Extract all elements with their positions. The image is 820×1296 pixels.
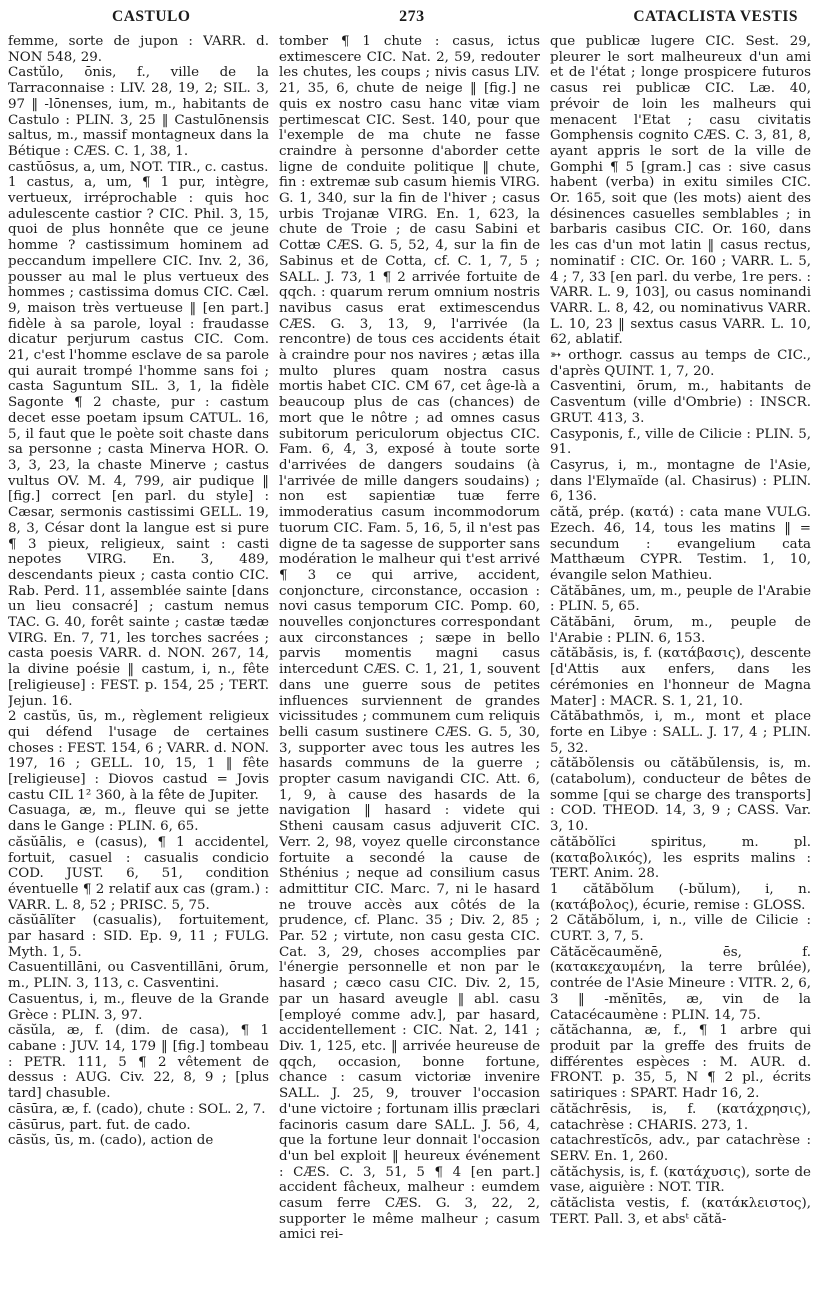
dictionary-entry: căsŭla, æ, f. (dim. de casa), ¶ 1 cabane : JUV. 14, 179 ‖ [fig.] tombeau : PETR. 111, 5 ¶ 2 vêtement de dessus : AUG. Civ. 22, 8, 9 ; [plus tard] chasuble. [8,1023,269,1102]
dictionary-entry: Casyponis, f., ville de Cilicie : PLIN. 5, 91. [550,426,811,458]
dictionary-entry: cătăchanna, æ, f., ¶ 1 arbre qui produit par la greffe des fruits de différentes espèces : M. AUR. d. FRONT. p. 35, 5, N ¶ 2 pl., écrits satiriques : SPART. Hadr 16, 2. [550,1023,811,1102]
dictionary-entry: cāsūrus, part. fut. de cado. [8,1117,191,1133]
dictionary-entry: căsŭālis, e (casus), ¶ 1 accidentel, fortuit, casuel : casualis condicio COD. JUST. 6, 51, condition éventuelle ¶ 2 relatif aux cas (gram.) : VARR. L. 8, 52 ; PRISC. 5, 75. [8,834,269,913]
dictionary-entry: castŭōsus, a, um, NOT. TIR., c. castus. [8,159,269,175]
dictionary-entry: Cătăbānes, um, m., peuple de l'Arabie : PLIN. 5, 65. [550,583,811,615]
dictionary-entry: căsŭālĭter (casualis), fortuitement, par hasard : SID. Ep. 9, 11 ; FULG. Myth. 1, 5. [8,913,269,960]
dictionary-entry: 1 castus, a, um, ¶ 1 pur, intègre, vertueux, irréprochable : quis hoc adulescente castior ? CIC. Phil. 3, 15, quoi de plus honnête que ce jeune homme ? castissimum hominem ad peccandum impellere CIC. Inv. 2, 36, pousser au mal le plus vertueux des hommes ; castissima domus CIC. Cæl. 9, maison très vertueuse ‖ [en part.] fidèle à sa parole, loyal : fraudasse dicatur perjurum castus CIC. Com. 21, c'est l'homme esclave de sa parole qui aurait trompé l'homme sans foi ; casta Saguntum SIL. 3, 1, la fidèle Sagonte ¶ 2 chaste, pur : castum decet esse poetam ipsum CATUL. 16, 5, il faut que le poète soit chaste dans sa personne ; casta Minerva HOR. O. 3, 3, 23, la chaste Minerve ; castus vultus OV. M. 4, 799, air pudique ‖ [fig.] correct [en parl. du style] : Cæsar, sermonis castissimi GELL. 19, 8, 3, César dont la langue est si pure ¶ 3 pieux, religieux, saint : casti nepotes VIRG. En. 3, 489, descendants pieux ; casta contio CIC. Rab. Perd. 11, assemblée sainte [dans un lieu consacré] ; castum nemus TAC. G. 40, forêt sainte ; castæ tædæ VIRG. En. 7, 71, les torches sacrées ; casta poesis VARR. d. NON. 267, 14, la divine poésie ‖ castum, i, n., fête [religieuse] : FEST. p. 154, 25 ; TERT. Jejun. 16. [8,175,269,709]
dictionary-entry: cătăclista vestis, f. (κατάκλειστος), TERT. Pall. 3, et absᵗ cătă- [550,1196,811,1227]
dictionary-entry: Cătăcĕcaumĕnē, ēs, f. (κατακεχαυμένη, la terre brûlée), contrée de l'Asie Mineure : VITR. 2, 6, 3 ‖ -mĕnītēs, æ, vin de la Catacécaumène : PLIN. 14, 75. [550,944,811,1023]
dictionary-entry: Casventini, ōrum, m., habitants de Casventum (ville d'Ombrie) : INSCR. GRUT. 413, 3. [550,379,811,426]
dictionary-entry: Castŭlo, ōnis, f., ville de la Tarraconnaise : LIV. 28, 19, 2; SIL. 3, 97 ‖ -lōnenses, ium, m., habitants de Castulo : PLIN. 3, 25 ‖ Castulōnensis saltus, m., massif montagneux dans la Bétique : CÆS. C. 1, 38, 1. [8,65,269,159]
header-right-guideword: CATACLISTA VESTIS [633,8,798,25]
dictionary-entry: cătăbŏlĭci spiritus, m. pl. (καταβολικός), les esprits malins : TERT. Anim. 28. [550,834,811,882]
dictionary-entry: 1 cătăbŏlum (-bŭlum), i, n. (κατάβολος), écurie, remise : GLOSS. [550,881,811,913]
dictionary-entry: Cătăbāni, ōrum, m., peuple de l'Arabie : PLIN. 6, 153. [550,615,811,646]
dictionary-entry: cătăchysis, is, f. (κατάχυσις), sorte de vase, aiguière : NOT. TIR. [550,1164,811,1196]
column-3 [550,34,811,1296]
dictionary-entry: cāsŭs, ūs, m. (cado), action de [8,1133,214,1149]
dictionary-entry: Casuaga, æ, m., fleuve qui se jette dans le Gange : PLIN. 6, 65. [8,803,269,835]
dictionary-entry: Casyrus, i, m., montagne de l'Asie, dans l'Elymaïde (al. Chasirus) : PLIN. 6, 136. [550,457,811,505]
page-number: 273 [399,8,425,25]
dictionary-entry: 2 Cătăbŏlum, i, n., ville de Cilicie : CURT. 3, 7, 5. [550,913,811,945]
column-2 [279,34,540,1296]
dictionary-entry: Casuentillāni, ou Casventillāni, ōrum, m., PLIN. 3, 113, c. Casventini. [8,960,269,992]
dictionary-entry: femme, sorte de jupon : VARR. d. NON 548, 29. [8,34,269,65]
columns [8,34,812,1296]
dictionary-entry: ➳ orthogr. cassus au temps de CIC., d'après QUINT. 1, 7, 20. [550,348,811,379]
dictionary-entry: Cătăbathmŏs, i, m., mont et place forte en Libye : SALL. J. 17, 4 ; PLIN. 5, 32. [550,709,811,756]
dictionary-entry: cătă, prép. (κατά) : cata mane VULG. Ezech. 46, 14, tous les matins ‖ = secundum : evangelium cata Matthæum CYPR. Testim. 1, 10, évangile selon Mathieu. [550,505,811,583]
dictionary-entry: Casuentus, i, m., fleuve de la Grande Grèce : PLIN. 3, 97. [8,991,269,1023]
column-1 [8,34,269,1296]
dictionary-entry: catachrestĭcōs, adv., par catachrèse : SERV. En. 1, 260. [550,1133,811,1164]
dictionary-entry: cătăbăsis, is, f. (κατάβασις), descente [d'Attis aux enfers, dans les cérémonies en l'honneur de Magna Mater] : MACR. S. 1, 21, 10. [550,646,811,709]
dictionary-entry: cătăbŏlensis ou cătăbŭlensis, is, m. (catabolum), conducteur de bêtes de somme [qui se charge des transports] : COD. THEOD. 14, 3, 9 ; CASS. Var. 3, 10. [550,756,811,835]
dictionary-entry: 2 castŭs, ūs, m., règlement religieux qui défend l'usage de certaines choses : FEST. 154, 6 ; VARR. d. NON. 197, 16 ; GELL. 10, 15, 1 ‖ fête [religieuse] : Diovos castud = Jovis castu CIL 1² 360, à la fête de Jupiter. [8,709,269,803]
running-head [8,8,812,34]
dictionary-entry: tomber ¶ 1 chute : casus, ictus extimescere CIC. Nat. 2, 59, redouter les chutes, les coups ; nivis casus LIV. 21, 35, 6, chute de neige ‖ [fig.] ne quis ex nostro casu hanc vitæ viam pertimescat CIC. Sest. 140, pour que l'exemple de ma chute ne fasse craindre à personne d'aborder cette ligne de conduite politique ‖ chute, fin : extremæ sub casum hiemis VIRG. G. 1, 340, sur la fin de l'hiver ; casus urbis Trojanæ VIRG. En. 1, 623, la chute de Troie ; de casu Sabini et Cottæ CÆS. G. 5, 52, 4, sur la fin de Sabinus et de Cotta, cf. C. 1, 7, 5 ; SALL. J. 73, 1 ¶ 2 arrivée fortuite de qqch. : quarum rerum omnium nostris navibus casus erat extimescendus CÆS. G. 3, 13, 9, l'arrivée (la rencontre) de tous ces accidents était à craindre pour nos navires ; ætas illa multo plures quam nostra casus mortis habet CIC. CM 67, cet âge-là a beaucoup plus de cas (chances) de mort que le nôtre ; ad omnes casus subitorum periculorum objectus CIC. Fam. 6, 4, 3, exposé à toute sorte d'arrivées de dangers soudains (à l'arrivée de mille dangers soudains) ; non est sapientiæ tuæ ferre immoderatius casum incommodorum tuorum CIC. Fam. 5, 16, 5, il n'est pas digne de ta sagesse de supporter sans modération le malheur qui t'est arrivé ¶ 3 ce qui arrive, accident, conjoncture, circonstance, occasion : novi casus temporum CIC. Pomp. 60, nouvelles conjonctures correspondant aux circonstances ; sæpe in bello parvis momentis magni casus intercedunt CÆS. C. 1, 21, 1, souvent dans une guerre sous de petites influences surviennent de grandes vicissitudes ; communem cum reliquis belli casum sustinere CÆS. G. 5, 30, 3, supporter avec tous les autres les hasards communs de la guerre ; propter casum navigandi CIC. Att. 6, 1, 9, à cause des hasards de la navigation ‖ hasard : videte qui Stheni causam casus adjuverit CIC. Verr. 2, 98, voyez quelle circonstance fortuite a secondé la cause de Sthénius ; neque ad consilium casus admittitur CIC. Marc. 7, ni le hasard ne trouve accès aux côtés de la prudence, cf. Planc. 35 ; Div. 2, 85 ; Par. 52 ; virtute, non casu gesta CIC. Cat. 3, 29, choses accomplies par l'énergie personnelle et non par le hasard ; cæco casu CIC. Div. 2, 15, par un hasard aveugle ‖ abl. casu [employé comme adv.], par hasard, accidentellement : CIC. Nat. 2, 141 ; Div. 1, 125, etc. ‖ arrivée heureuse de qqch, occasion, bonne fortune, chance : casum victoriæ invenire SALL. J. 25, 9, trouver l'occasion d'une victoire ; fortunam illis præclari facinoris casum dare SALL. J. 56, 4, que la fortune leur donnait l'occasion d'un bel exploit ‖ heureux événement : CÆS. C. 3, 51, 5 ¶ 4 [en part.] accident fâcheux, malheur : eumdem casum ferre CÆS. G. 3, 22, 2, supporter le même malheur ; casum amici rei- [279,34,540,1243]
header-left-guideword: CASTULO [112,8,191,25]
dictionary-entry: cătăchrēsis, is, f. (κατάχρησις), catachrèse : CHARIS. 273, 1. [550,1101,811,1133]
dictionary-entry: cāsūra, æ, f. (cado), chute : SOL. 2, 7. [8,1101,266,1117]
dictionary-entry: que publicæ lugere CIC. Sest. 29, pleurer le sort malheureux d'un ami et de l'état ; longe prospicere futuros casus rei publicæ CIC. Læ. 40, prévoir de loin les malheurs qui menacent l'Etat ; casu civitatis Gomphensis cognito CÆS. C. 3, 81, 8, ayant appris le sort de la ville de Gomphi ¶ 5 [gram.] cas : sive casus habent (verba) in exitu similes CIC. Or. 165, soit que (les mots) aient des désinences casuelles semblables ; in barbaris casibus CIC. Or. 160, dans les cas d'un mot latin ‖ casus rectus, nominatif : CIC. Or. 160 ; VARR. L. 5, 4 ; 7, 33 [en parl. du verbe, 1re pers. : VARR. L. 9, 103], ou casus nominandi VARR. L. 8, 42, ou nominativus VARR. L. 10, 23 ‖ sextus casus VARR. L. 10, 62, ablatif. [550,34,811,348]
